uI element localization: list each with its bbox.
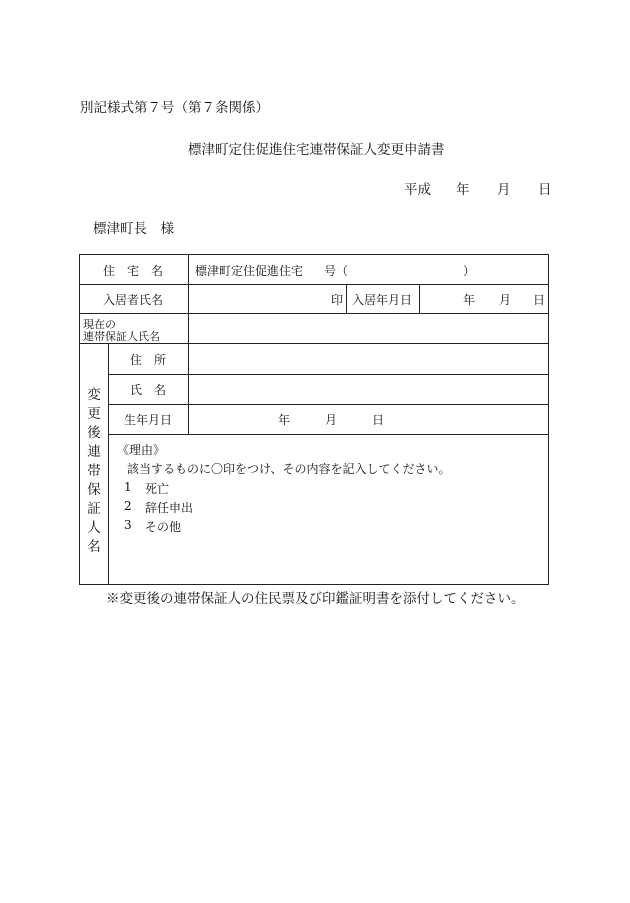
row-divider [108,404,549,405]
column-divider [419,284,420,314]
row-divider [79,313,549,314]
reason-number: 3 [124,518,132,532]
birth-day: 日 [372,413,385,427]
table-border-right [548,254,549,585]
seal-mark: 印 [331,293,344,307]
reason-text: その他 [145,520,182,534]
vertical-char: 名 [87,539,101,555]
table-border-left [79,254,80,585]
column-divider [346,284,347,314]
reason-number: 2 [124,499,132,513]
house-number-close: ） [463,264,476,278]
date-day: 日 [538,182,552,198]
house-number-label: 号（ [324,264,349,278]
current-guarantor-label-line2: 連帯保証人氏名 [83,330,160,343]
vertical-char: 更 [87,406,101,422]
addressee: 標津町長 様 [93,221,174,237]
reason-number: 1 [124,480,132,494]
house-name-label: 住 宅 名 [103,264,164,278]
resident-name-label: 入居者氏名 [103,293,164,307]
move-in-date-label: 入居年月日 [352,293,413,307]
table-border-bottom [79,584,549,585]
reason-text: 辞任申出 [145,501,194,515]
birth-date-label: 生年月日 [124,413,173,427]
reason-instruction: 該当するものに〇印をつけ、その内容を記入してください。 [127,462,451,476]
row-divider [108,374,549,375]
table-border-top [79,254,549,255]
vertical-char: 保 [87,482,101,498]
birth-month: 月 [325,413,338,427]
date-year: 年 [456,182,470,198]
date-era: 平成 [404,182,431,198]
vertical-char: 帯 [87,463,101,479]
vertical-char: 人 [87,520,101,536]
row-divider [108,434,549,435]
move-in-day: 日 [533,293,546,307]
move-in-year: 年 [463,293,476,307]
column-divider [188,254,189,435]
reason-text: 死亡 [145,482,170,496]
name-label: 氏 名 [130,383,167,397]
date-month: 月 [497,182,511,198]
vertical-char: 後 [87,425,101,441]
address-label: 住 所 [130,353,167,367]
column-divider [108,343,109,585]
reason-heading: 《理由》 [117,443,166,457]
form-number: 別記様式第７号（第７条関係） [80,100,269,116]
vertical-char: 証 [87,501,101,517]
footnote: ※変更後の連帯保証人の住民票及び印鑑証明書を添付してください。 [106,591,525,607]
document-title: 標津町定住促進住宅連帯保証人変更申請書 [188,142,445,158]
birth-year: 年 [278,413,291,427]
row-divider [79,284,549,285]
current-guarantor-label-line1: 現在の [83,318,116,331]
vertical-char: 変 [87,387,101,403]
move-in-month: 月 [499,293,512,307]
house-name-value: 標津町定住促進住宅 [195,264,304,278]
vertical-char: 連 [87,444,101,460]
